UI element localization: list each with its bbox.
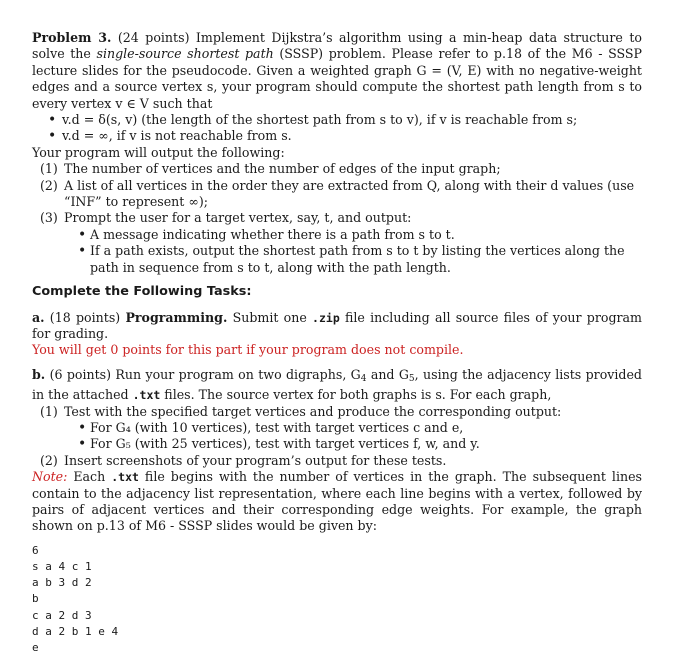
intro-text-1: Implement Dijkstra’s algorithm using a min-heap data structure to solve the xyxy=(32,30,642,62)
list-item: • For G₄ (with 10 vertices), test with target vertices c and e, xyxy=(64,420,642,436)
task-b-label: b. xyxy=(32,366,46,382)
compile-warning: You will get 0 points for this part if your program does not compile. xyxy=(32,342,464,358)
item-text: The number of vertices and the number of edges of the input graph; xyxy=(64,161,501,177)
list-item: • A message indicating whether there is a path from s to t. xyxy=(64,227,642,243)
intro-italic: single-source shortest path xyxy=(96,46,274,62)
task-a xyxy=(32,310,642,359)
task-a-text-2: file including all source files of your program for grading. xyxy=(32,309,642,341)
task-a-text-1: Submit one xyxy=(227,309,313,325)
list-item: • v.d = ∞, if v is not reachable from s. xyxy=(32,128,642,144)
item-text: Prompt the user for a target vertex, say, t, and output: xyxy=(64,210,412,226)
test-targets xyxy=(64,420,642,453)
list-item xyxy=(32,161,642,177)
vd-conditions xyxy=(32,112,642,145)
item-text: Test with the specified target vertices and produce the corresponding output: xyxy=(64,403,562,419)
note-code: .txt xyxy=(111,470,139,485)
problem-title: Problem 3. xyxy=(32,30,112,45)
task-b-steps xyxy=(32,404,642,470)
task-a-label: a. xyxy=(32,309,45,325)
zip-code: .zip xyxy=(312,310,340,325)
document-page xyxy=(32,30,642,656)
item-number: (3) xyxy=(40,210,58,226)
task-b xyxy=(32,367,642,404)
note-label: Note: xyxy=(32,469,68,485)
code-line: e xyxy=(32,640,39,654)
example-adjacency-list xyxy=(32,543,642,656)
task-a-points: (18 points) xyxy=(49,309,121,325)
code-line: a b 3 d 2 xyxy=(32,576,92,590)
task-b-points: (6 points) xyxy=(49,366,112,382)
list-item xyxy=(32,178,642,211)
code-line: b xyxy=(32,592,39,606)
list-item: • For G₅ (with 25 vertices), test with target vertices f, w, and y. xyxy=(64,436,642,452)
note-paragraph xyxy=(32,469,642,535)
problem-points: (24 points) xyxy=(117,30,190,45)
list-item xyxy=(32,453,642,469)
code-line: s a 4 c 1 xyxy=(32,559,92,573)
output-list xyxy=(32,161,642,276)
item-number: (1) xyxy=(40,403,58,419)
task-a-title: Programming. xyxy=(125,309,228,325)
task-b-text-2: and G xyxy=(366,366,409,382)
note-text-1: Each xyxy=(67,469,112,485)
subscript: 4 xyxy=(360,373,367,384)
tasks-heading: Complete the Following Tasks: xyxy=(32,284,252,300)
list-item xyxy=(32,210,642,276)
task-b-text-4: files. The source vertex for both graphs is s. For each graph, xyxy=(160,387,552,403)
task-b-text-3: , using the adjacency lists provided in the attached xyxy=(32,366,642,403)
output-intro: Your program will output the following: xyxy=(32,144,285,160)
subscript: 5 xyxy=(408,373,415,384)
intro-text-2: (SSSP) problem. Please refer to p.18 of the M6 - SSSP lecture slides for the pseudocode. Given a weighted graph G = (V, E) with no negative-weight edges and a source vertex s, your program should compute the shortest path length from s to every vertex v ∈ V such that xyxy=(32,46,642,111)
item-text: A list of all vertices in the order they are extracted from Q, along with their d values (use “INF” to represent ∞); xyxy=(64,177,635,210)
list-item: • If a path exists, output the shortest path from s to t by listing the vertices along the path in sequence from s to t, along with the path length. xyxy=(64,243,642,276)
code-line: d a 2 b 1 e 4 xyxy=(32,624,119,638)
item-number: (2) xyxy=(40,452,58,468)
item-text: Insert screenshots of your program’s output for these tests. xyxy=(64,452,447,468)
item-number: (2) xyxy=(40,177,58,193)
note-text-2: file begins with the number of vertices in the graph. The subsequent lines contain to the adjacency list representation, where each line begins with a vertex, followed by pairs of adjacent vertices and their corresponding edge weights. For example, the graph shown on p.13 of M6 - SSSP slides would be given by: xyxy=(32,469,643,534)
prompt-outputs xyxy=(64,227,642,276)
item-number: (1) xyxy=(40,161,58,177)
list-item: • v.d = δ(s, v) (the length of the shortest path from s to v), if v is reachable from s; xyxy=(32,112,642,128)
code-line: c a 2 d 3 xyxy=(32,608,92,622)
list-item xyxy=(32,404,642,453)
txt-code: .txt xyxy=(132,388,161,403)
problem-intro xyxy=(32,30,642,112)
code-line: 6 xyxy=(32,543,39,557)
task-b-text-1: Run your program on two digraphs, G xyxy=(111,366,361,382)
